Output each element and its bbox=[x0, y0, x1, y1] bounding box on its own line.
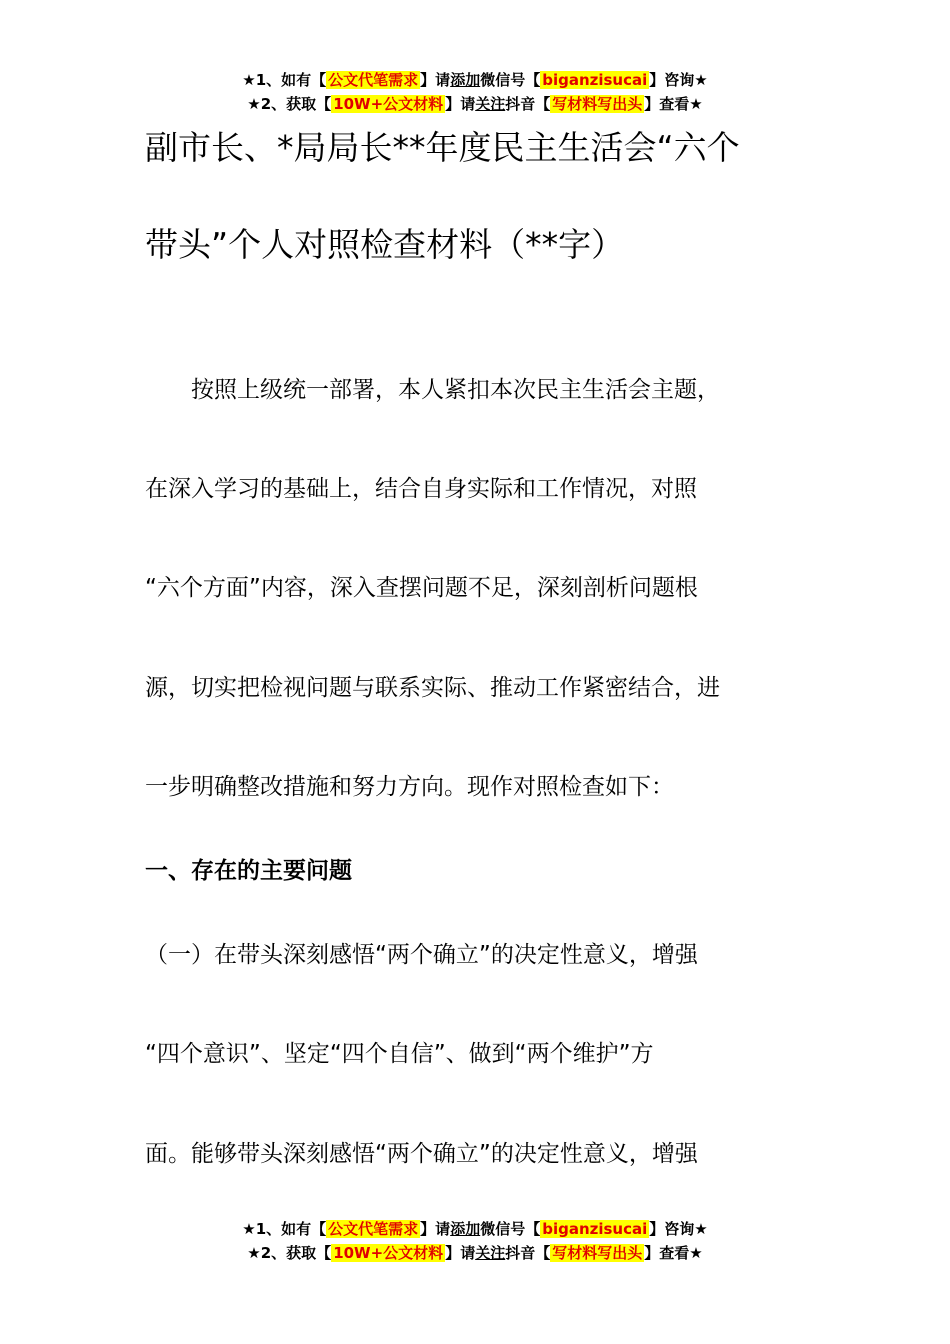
promo-banner-bottom bbox=[0, 1217, 950, 1265]
section-line-3: 面。能够带头深刻感悟“两个确立”的决定性意义，增强 bbox=[145, 1141, 698, 1167]
promo-line-1: ★1、如有【 公文代笔需求 】请添加微信号【 biganzisucai 】咨询★ bbox=[242, 1220, 708, 1238]
highlight-service: 公文代笔需求 bbox=[328, 71, 419, 89]
highlight-douyin-account: 写材料写出头 bbox=[552, 95, 643, 113]
body-line-2: 在深入学习的基础上，结合自身实际和工作情况，对照 bbox=[145, 476, 697, 502]
promo-line-1: ★1、如有【 公文代笔需求 】请添加微信号【 biganzisucai 】咨询★ bbox=[242, 71, 708, 89]
title-line-2: 带头”个人对照检查材料（**字） bbox=[145, 225, 625, 264]
body-line-1: 按照上级统一部署，本人紧扣本次民主生活会主题， bbox=[145, 377, 720, 403]
highlight-wechat-id: biganzisucai bbox=[542, 1220, 648, 1238]
highlight-materials: 10W+公文材料 bbox=[333, 1244, 444, 1262]
body-line-4: 源，切实把检视问题与联系实际、推动工作紧密结合，进 bbox=[145, 675, 720, 701]
body-line-3: “六个方面”内容，深入查摆问题不足，深刻剖析问题根 bbox=[145, 575, 698, 601]
highlight-wechat-id: biganzisucai bbox=[542, 71, 648, 89]
section-heading: 一、存在的主要问题 bbox=[145, 858, 352, 884]
highlight-douyin-account: 写材料写出头 bbox=[552, 1244, 643, 1262]
title-line-1: 副市长、*局局长**年度民主生活会“六个 bbox=[145, 128, 740, 167]
document-title bbox=[145, 123, 805, 270]
highlight-materials: 10W+公文材料 bbox=[333, 95, 444, 113]
promo-line-2: ★2、获取【 10W+公文材料 】请关注抖音【 写材料写出头 】查看★ bbox=[247, 95, 703, 113]
promo-banner-top bbox=[0, 68, 950, 116]
body-line-5: 一步明确整改措施和努力方向。现作对照检查如下： bbox=[145, 774, 674, 800]
highlight-service: 公文代笔需求 bbox=[328, 1220, 419, 1238]
promo-line-2: ★2、获取【 10W+公文材料 】请关注抖音【 写材料写出头 】查看★ bbox=[247, 1244, 703, 1262]
section-line-2: “四个意识”、坚定“四个自信”、做到“两个维护”方 bbox=[145, 1041, 654, 1067]
section-line-1: （一）在带头深刻感悟“两个确立”的决定性意义，增强 bbox=[145, 942, 698, 968]
